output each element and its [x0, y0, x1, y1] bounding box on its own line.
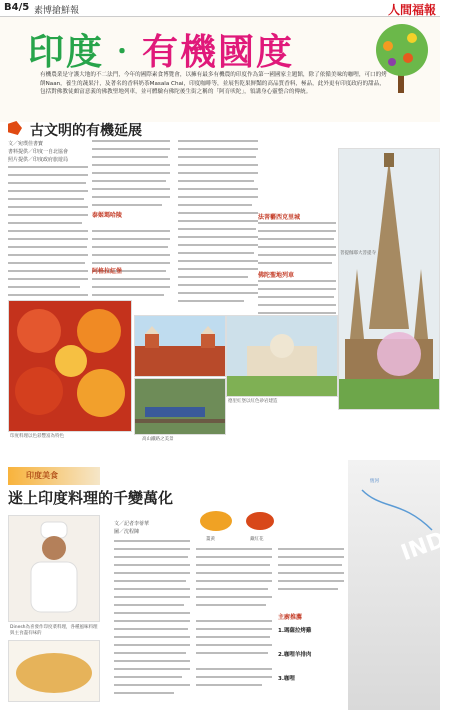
section3-heading: 法菩藝西克里城	[258, 214, 301, 221]
temple-photo	[338, 148, 440, 410]
credit-1: 書料提供／印度一自北協會	[8, 149, 69, 155]
river-icon	[352, 470, 440, 570]
section2-byline-block	[114, 520, 194, 536]
dish-1: 1.瑪薩拉烤雞	[278, 628, 312, 634]
title-part1: 印度	[28, 31, 105, 73]
section2-col3-text	[196, 548, 276, 698]
newspaper-logo: 人間福報	[387, 3, 436, 17]
page-title	[28, 24, 294, 75]
spice-label-turmeric: 薑黃	[206, 537, 215, 542]
section1-heading: 古文明的有機延展	[30, 123, 142, 139]
subhead-agra: 阿格拉紅堡	[92, 268, 123, 275]
map-label: INDIA	[397, 518, 472, 567]
section1-col1	[8, 140, 90, 164]
food-collage-photo	[8, 300, 132, 432]
section1-col23-text	[92, 140, 258, 310]
section2-col4-text	[278, 548, 348, 608]
section-marker-icon	[8, 121, 22, 135]
section-name: 素博搶鮮報	[34, 6, 80, 16]
subhead-taj: 泰姬瑪哈陵	[92, 212, 123, 219]
byline: 文／宛璞佳書寶	[8, 141, 44, 147]
caption-temple: 菩提伽耶大菩提寺	[340, 251, 376, 256]
section2-tag	[8, 467, 100, 485]
caption-fort: 德里紅堡以紅色砂岩建造	[228, 399, 278, 404]
turmeric-photo	[196, 505, 236, 535]
dish-photo	[8, 640, 100, 702]
subhead-buddha-train: 佛陀聖地列車	[258, 272, 295, 279]
caption-food: 印度料理以色彩豐富為特色	[10, 434, 64, 439]
saffron-photo	[240, 505, 280, 535]
dish-2: 2.咖哩羊排肉	[278, 652, 312, 658]
spice-label-saffron: 藏紅花	[250, 537, 264, 542]
section2-heading: 迷上印度料理的千變萬化	[8, 489, 174, 507]
intro-paragraph: 有機農業是守護大地的不二法門，今年的國際素食博覽會，以擁有最多有機農的印度作為第一國國家主題館，除了依循美味的咖哩，可口的烤餅Naan，養生的蔬果汁，及著名的香料奶茶Masala Chai，印度咖啡等，並展售乾果鮮豔的高品質香料，極品，此外更有印度政府的甜品，包括對佛教徒頗富意義的佛教聖地列車，並可體驗有佛陀後生街之稱的「阿育吠陀」，領講身心靈整合的傳統。	[40, 72, 387, 95]
caption-train: 高山鐵路之美景	[142, 437, 174, 442]
section2-photo-credit: 圖／沈程陳	[114, 529, 140, 535]
page-number: B4/5	[4, 2, 30, 13]
credit-2: 照片提供／印度政府旅遊局	[8, 157, 69, 163]
title-dot: ‧	[104, 31, 143, 73]
red-fort-photo	[134, 315, 226, 377]
section2-tag-label: 印度美食	[26, 471, 58, 480]
mountain-train-photo	[134, 378, 226, 435]
dish-3: 3.咖哩	[278, 676, 295, 682]
section1-col1-text	[8, 166, 88, 306]
map-river-label: 恆河	[370, 479, 379, 484]
chef-caption: Dinesh為喜發作印度菜料理，各種風味料理與主食盡有味的	[10, 625, 98, 636]
subhead-chef-recommend: 主廚推薦	[278, 614, 303, 621]
chef-photo	[8, 515, 100, 622]
palace-photo	[226, 315, 338, 397]
section2-byline: 文／記者李蒂華	[114, 521, 150, 527]
title-part2: 有機國度	[142, 31, 295, 73]
